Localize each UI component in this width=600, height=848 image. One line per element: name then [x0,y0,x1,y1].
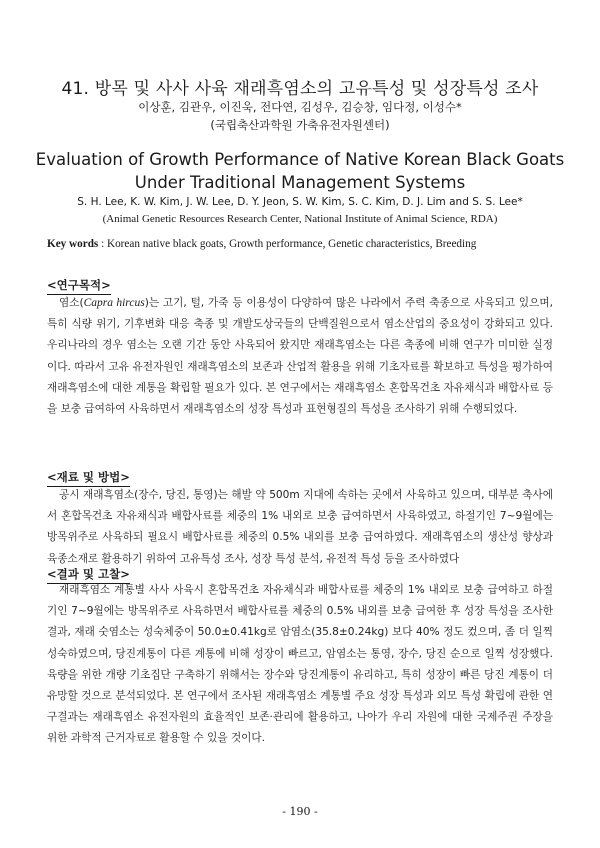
section-heading-objective: <연구목적> [47,277,111,295]
keywords-label: Key words [47,238,99,250]
page-number: - 190 - [282,805,318,818]
section-body-objective: 염소(Capra hircus)는 고기, 털, 가죽 등 이용성이 다양하여 많은 나라에서 주력 축종으로 사육되고 있으며, 특히 식량 위기, 기후변화 대응 축종 및 개발도상국들의 단백질원으로서 염소산업의 중요성이 강화되고 있다. 우리나라의 경우 염소는 오랜 기간 동안 사육되어 왔지만 재래흑염소는 다른 축종에 비해 연구가 미미한 실정이다. 따라서 고유 유전자원인 재래흑염소의 보존과 산업적 활용을 위해 기초자료를 확보하고 특성을 평가하여 재래흑염소에 대한 계통을 확립할 필요가 있다. 본 연구에서는 재래흑염소 혼합목건초 자유채식과 배합사료 등을 보충 급여하여 사육하면서 재래흑염소의 성장 특성과 표현형질의 특성을 조사하기 위해 수행되었다. [47,297,553,416]
english-title-line-2: Under Traditional Management Systems [134,173,466,192]
korean-title: 41. 방목 및 사사 사육 재래흑염소의 고유특성 및 성장특성 조사 [61,79,539,99]
korean-institution: (국립축산과학원 가축유전자원센터) [210,118,390,132]
korean-authors: 이상훈, 김관우, 이진욱, 전다연, 김성우, 김승창, 임다정, 이성수* [138,100,462,114]
section-heading-results: <결과 및 고찰> [47,566,130,584]
section-body-methods: 공시 재래흑염소(장수, 당진, 통영)는 해발 약 500m 지대에 속하는 곳에서 사육하고 있으며, 대부분 축사에서 혼합목건초 자유채식과 배합사료를 체중의 1% 내외로 보충 급여하면서 사육하였고, 하절기인 7~9월에는 방목위주로 사육하되 필요시 배합사료를 체중의 0.5% 내외를 보충 급여하였다. 재래흑염소의 생산성 향상과 육종소재로 활용하기 위하여 고유특성 조사, 성장 특성 분석, 유전적 특성 등을 조사하였다 [47,489,553,565]
english-title [30,148,570,194]
species-name: Capra hircus [83,297,145,309]
section-heading-methods: <재료 및 방법> [47,469,130,487]
english-authors: S. H. Lee, K. W. Kim, J. W. Lee, D. Y. Jeon, S. W. Kim, S. C. Kim, D. J. Lim and S. S. Lee* [77,196,523,208]
keywords-text: : Korean native black goats, Growth performance, Genetic characteristics, Breeding [98,238,477,250]
keywords [47,238,560,250]
english-title-line-1: Evaluation of Growth Performance of Native Korean Black Goats [35,150,565,169]
section-body-results: 재래흑염소 계통별 사사 사육시 혼합목건초 자유채식과 배합사료를 체중의 1% 내외로 보충 급여하고 하절기인 7~9월에는 방목위주로 사육하면서 배합사료를 체중의 0.5% 내외를 보충 급여한 후 성장 특성을 조사한 결과, 재래 숫염소는 성숙체중이 50.0±0.41kg로 암염소(35.8±0.24kg) 보다 40% 정도 컸으며, 좀 더 일찍 성숙하였으며, 당진계통이 다른 계통에 비해 성장이 빠르고, 암염소는 통영, 장수, 당진 순으로 일찍 성장했다. 육량을 위한 개량 기초집단 구축하기 위해서는 장수와 당진계통이 유리하고, 특히 성장이 빠른 당진 계통이 더 유망할 것으로 분석되었다. 본 연구에서 조사된 재래흑염소 계통별 주요 성장 특성과 외모 특성 확립에 관한 연구결과는 재래흑염소 유전자원의 효율적인 보존·관리에 활용하고, 나아가 우리 자원에 대한 국제주권 주장을 위한 과학적 근거자료로 활용할 수 있을 것이다. [47,584,553,745]
english-institution: (Animal Genetic Resources Research Center, National Institute of Animal Science, RDA) [102,213,498,225]
